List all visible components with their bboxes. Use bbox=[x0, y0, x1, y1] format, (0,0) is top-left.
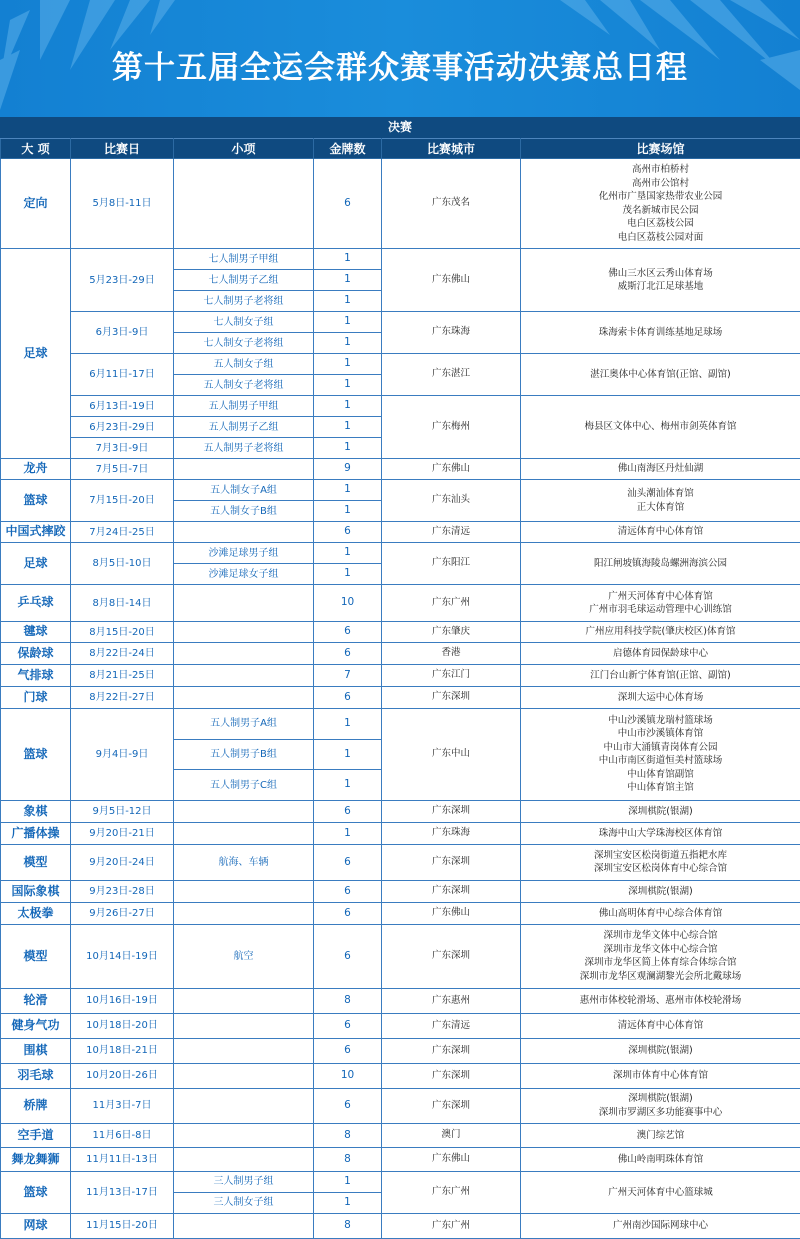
medal-cell: 8 bbox=[314, 1213, 382, 1238]
venue-cell bbox=[521, 1213, 800, 1238]
city-cell: 广东广州 bbox=[382, 1171, 521, 1213]
event-cell: 五人制男子A组 bbox=[174, 709, 314, 740]
venue-line: 威斯汀北江足球基地 bbox=[521, 280, 800, 294]
date-cell: 8月5日-10日 bbox=[71, 543, 174, 585]
venue-line: 深圳棋院(银湖) bbox=[521, 885, 800, 899]
venue-cell bbox=[521, 822, 800, 844]
medal-cell: 1 bbox=[314, 438, 382, 459]
medal-cell: 6 bbox=[314, 159, 382, 249]
date-cell: 9月23日-28日 bbox=[71, 880, 174, 902]
city-cell: 广东深圳 bbox=[382, 687, 521, 709]
date-cell: 8月8日-14日 bbox=[71, 585, 174, 622]
event-cell bbox=[174, 1213, 314, 1238]
event-cell bbox=[174, 687, 314, 709]
venue-line: 中山体育馆副馆 bbox=[521, 768, 800, 782]
venue-cell bbox=[521, 1147, 800, 1171]
medal-cell: 1 bbox=[314, 291, 382, 312]
medal-cell: 6 bbox=[314, 800, 382, 822]
event-cell: 五人制男子C组 bbox=[174, 770, 314, 801]
city-cell: 广东湛江 bbox=[382, 354, 521, 396]
city-cell: 广东珠海 bbox=[382, 822, 521, 844]
event-cell bbox=[174, 1088, 314, 1123]
medal-cell: 1 bbox=[314, 396, 382, 417]
sport-cell: 模型 bbox=[1, 844, 71, 880]
table-row bbox=[1, 687, 800, 709]
section-label: 决赛 bbox=[0, 117, 800, 138]
event-cell: 五人制男子B组 bbox=[174, 739, 314, 770]
table-row bbox=[1, 396, 800, 417]
sport-cell: 模型 bbox=[1, 924, 71, 988]
venue-line: 惠州市体校轮滑场、惠州市体校轮滑场 bbox=[521, 994, 800, 1008]
table-row bbox=[1, 665, 800, 687]
venue-line: 珠海索卡体育训练基地足球场 bbox=[521, 326, 800, 340]
table-row bbox=[1, 709, 800, 740]
city-cell: 广东深圳 bbox=[382, 1088, 521, 1123]
venue-cell bbox=[521, 709, 800, 801]
venue-line: 深圳市龙华区观澜湖黎光会所北戴球场 bbox=[521, 970, 800, 984]
medal-cell: 9 bbox=[314, 459, 382, 480]
date-cell: 11月6日-8日 bbox=[71, 1123, 174, 1147]
table-row bbox=[1, 543, 800, 564]
city-cell: 广东梅州 bbox=[382, 396, 521, 459]
medal-cell: 8 bbox=[314, 988, 382, 1013]
event-cell bbox=[174, 902, 314, 924]
date-cell: 10月20日-26日 bbox=[71, 1063, 174, 1088]
sport-cell: 太极拳 bbox=[1, 902, 71, 924]
date-cell: 11月15日-20日 bbox=[71, 1213, 174, 1238]
table-row bbox=[1, 354, 800, 375]
venue-cell bbox=[521, 312, 800, 354]
venue-line: 佛山高明体育中心综合体育馆 bbox=[521, 907, 800, 921]
table-row bbox=[1, 622, 800, 643]
sport-cell: 羽毛球 bbox=[1, 1063, 71, 1088]
date-cell: 5月23日-29日 bbox=[71, 249, 174, 312]
event-cell: 三人制女子组 bbox=[174, 1192, 314, 1213]
venue-cell bbox=[521, 543, 800, 585]
event-cell: 五人制女子组 bbox=[174, 354, 314, 375]
venue-line: 梅县区文体中心、梅州市剑英体育馆 bbox=[521, 420, 800, 434]
venue-line: 中山市沙溪镇体育馆 bbox=[521, 727, 800, 741]
date-cell: 7月5日-7日 bbox=[71, 459, 174, 480]
venue-cell bbox=[521, 844, 800, 880]
medal-cell: 10 bbox=[314, 585, 382, 622]
venue-cell bbox=[521, 902, 800, 924]
table-row bbox=[1, 1213, 800, 1238]
table-row bbox=[1, 1013, 800, 1038]
city-cell: 广东深圳 bbox=[382, 1038, 521, 1063]
city-cell: 广东佛山 bbox=[382, 459, 521, 480]
medal-cell: 1 bbox=[314, 501, 382, 522]
medal-cell: 1 bbox=[314, 564, 382, 585]
page-title: 第十五届全运会群众赛事活动决赛总日程 bbox=[0, 42, 800, 87]
venue-line: 正大体育馆 bbox=[521, 501, 800, 515]
venue-line: 清远体育中心体育馆 bbox=[521, 1019, 800, 1033]
date-cell: 10月16日-19日 bbox=[71, 988, 174, 1013]
venue-line: 电白区荔枝公园 bbox=[521, 217, 800, 231]
medal-cell: 1 bbox=[314, 270, 382, 291]
date-cell: 6月13日-19日 bbox=[71, 396, 174, 417]
sport-cell: 足球 bbox=[1, 543, 71, 585]
medal-cell: 1 bbox=[314, 354, 382, 375]
venue-cell bbox=[521, 1123, 800, 1147]
event-cell bbox=[174, 822, 314, 844]
date-cell: 6月3日-9日 bbox=[71, 312, 174, 354]
event-cell bbox=[174, 522, 314, 543]
table-row bbox=[1, 480, 800, 501]
city-cell: 广东汕头 bbox=[382, 480, 521, 522]
city-cell: 广东江门 bbox=[382, 665, 521, 687]
table-header-row bbox=[1, 139, 800, 159]
event-cell: 五人制男子老将组 bbox=[174, 438, 314, 459]
event-cell: 沙滩足球女子组 bbox=[174, 564, 314, 585]
table-row bbox=[1, 249, 800, 270]
city-cell: 广东惠州 bbox=[382, 988, 521, 1013]
date-cell: 9月26日-27日 bbox=[71, 902, 174, 924]
venue-line: 澳门综艺馆 bbox=[521, 1129, 800, 1143]
venue-line: 茂名新城市民公园 bbox=[521, 204, 800, 218]
city-cell: 广东珠海 bbox=[382, 312, 521, 354]
date-cell: 9月20日-21日 bbox=[71, 822, 174, 844]
venue-line: 中山沙溪镇龙瑞村篮球场 bbox=[521, 714, 800, 728]
venue-line: 佛山南海区丹灶仙湖 bbox=[521, 462, 800, 476]
medal-cell: 6 bbox=[314, 844, 382, 880]
venue-line: 深圳宝安区松岗体育中心综合馆 bbox=[521, 862, 800, 876]
table-row bbox=[1, 1123, 800, 1147]
table-row bbox=[1, 924, 800, 988]
medal-cell: 1 bbox=[314, 375, 382, 396]
city-cell: 广东深圳 bbox=[382, 1063, 521, 1088]
venue-line: 深圳市罗湖区多功能赛事中心 bbox=[521, 1106, 800, 1120]
city-cell: 广东茂名 bbox=[382, 159, 521, 249]
date-cell: 7月15日-20日 bbox=[71, 480, 174, 522]
event-cell: 七人制男子乙组 bbox=[174, 270, 314, 291]
sport-cell: 门球 bbox=[1, 687, 71, 709]
sport-cell: 保龄球 bbox=[1, 643, 71, 665]
city-cell: 广东中山 bbox=[382, 709, 521, 801]
event-cell: 五人制女子B组 bbox=[174, 501, 314, 522]
event-cell bbox=[174, 800, 314, 822]
date-cell: 9月5日-12日 bbox=[71, 800, 174, 822]
city-cell: 广东深圳 bbox=[382, 880, 521, 902]
medal-cell: 6 bbox=[314, 522, 382, 543]
venue-line: 深圳棋院(银湖) bbox=[521, 805, 800, 819]
date-cell: 11月13日-17日 bbox=[71, 1171, 174, 1213]
venue-cell bbox=[521, 1063, 800, 1088]
event-cell bbox=[174, 1063, 314, 1088]
table-row bbox=[1, 312, 800, 333]
table-row bbox=[1, 1038, 800, 1063]
venue-cell bbox=[521, 643, 800, 665]
medal-cell: 7 bbox=[314, 665, 382, 687]
event-cell: 沙滩足球男子组 bbox=[174, 543, 314, 564]
date-cell: 8月22日-27日 bbox=[71, 687, 174, 709]
medal-cell: 1 bbox=[314, 312, 382, 333]
event-cell bbox=[174, 1123, 314, 1147]
sport-cell: 篮球 bbox=[1, 1171, 71, 1213]
event-cell: 三人制男子组 bbox=[174, 1171, 314, 1192]
sport-cell: 足球 bbox=[1, 249, 71, 459]
city-cell: 香港 bbox=[382, 643, 521, 665]
medal-cell: 6 bbox=[314, 687, 382, 709]
event-cell bbox=[174, 1038, 314, 1063]
venue-line: 高州市柏桥村 bbox=[521, 163, 800, 177]
medal-cell: 10 bbox=[314, 1063, 382, 1088]
event-cell bbox=[174, 1147, 314, 1171]
medal-cell: 6 bbox=[314, 643, 382, 665]
venue-line: 中山市南区街道恒美村篮球场 bbox=[521, 754, 800, 768]
venue-line: 湛江奥体中心体育馆(正馆、副馆) bbox=[521, 368, 800, 382]
event-cell: 七人制男子甲组 bbox=[174, 249, 314, 270]
medal-cell: 1 bbox=[314, 770, 382, 801]
date-cell: 10月18日-20日 bbox=[71, 1013, 174, 1038]
sport-cell: 国际象棋 bbox=[1, 880, 71, 902]
table-row bbox=[1, 643, 800, 665]
sport-cell: 篮球 bbox=[1, 709, 71, 801]
medal-cell: 6 bbox=[314, 1013, 382, 1038]
header-banner bbox=[0, 0, 800, 117]
venue-line: 深圳大运中心体育场 bbox=[521, 691, 800, 705]
medal-cell: 1 bbox=[314, 417, 382, 438]
table-row bbox=[1, 822, 800, 844]
sport-cell: 健身气功 bbox=[1, 1013, 71, 1038]
event-cell: 七人制女子组 bbox=[174, 312, 314, 333]
venue-line: 江门台山新宁体育馆(正馆、副馆) bbox=[521, 669, 800, 683]
venue-line: 广州天河体育中心体育馆 bbox=[521, 590, 800, 604]
venue-cell bbox=[521, 354, 800, 396]
venue-cell bbox=[521, 880, 800, 902]
venue-line: 深圳市龙华文体中心综合馆 bbox=[521, 943, 800, 957]
venue-cell bbox=[521, 396, 800, 459]
venue-cell bbox=[521, 1038, 800, 1063]
sport-cell: 舞龙舞狮 bbox=[1, 1147, 71, 1171]
header-event: 小项 bbox=[174, 139, 314, 159]
header-venue: 比赛场馆 bbox=[521, 139, 800, 159]
event-cell: 七人制男子老将组 bbox=[174, 291, 314, 312]
date-cell: 9月4日-9日 bbox=[71, 709, 174, 801]
city-cell: 广东佛山 bbox=[382, 249, 521, 312]
date-cell: 7月24日-25日 bbox=[71, 522, 174, 543]
sport-cell: 龙舟 bbox=[1, 459, 71, 480]
venue-cell bbox=[521, 924, 800, 988]
event-cell: 五人制男子乙组 bbox=[174, 417, 314, 438]
city-cell: 广东佛山 bbox=[382, 902, 521, 924]
medal-cell: 1 bbox=[314, 249, 382, 270]
venue-line: 珠海中山大学珠海校区体育馆 bbox=[521, 827, 800, 841]
sport-cell: 篮球 bbox=[1, 480, 71, 522]
venue-cell bbox=[521, 480, 800, 522]
venue-line: 深圳市龙华文体中心综合馆 bbox=[521, 929, 800, 943]
medal-cell: 1 bbox=[314, 480, 382, 501]
venue-line: 佛山三水区云秀山体育场 bbox=[521, 267, 800, 281]
venue-line: 深圳棋院(银湖) bbox=[521, 1044, 800, 1058]
city-cell: 广东广州 bbox=[382, 1213, 521, 1238]
medal-cell: 6 bbox=[314, 622, 382, 643]
event-cell bbox=[174, 585, 314, 622]
date-cell: 10月18日-21日 bbox=[71, 1038, 174, 1063]
sport-cell: 空手道 bbox=[1, 1123, 71, 1147]
event-cell: 五人制男子甲组 bbox=[174, 396, 314, 417]
venue-cell bbox=[521, 1013, 800, 1038]
event-cell bbox=[174, 643, 314, 665]
city-cell: 广东佛山 bbox=[382, 1147, 521, 1171]
city-cell: 广东肇庆 bbox=[382, 622, 521, 643]
city-cell: 广东深圳 bbox=[382, 924, 521, 988]
venue-line: 阳江闸坡镇海陵岛螺洲海滨公园 bbox=[521, 557, 800, 571]
venue-line: 高州市公馆村 bbox=[521, 177, 800, 191]
city-cell: 澳门 bbox=[382, 1123, 521, 1147]
venue-cell bbox=[521, 585, 800, 622]
venue-cell bbox=[521, 1088, 800, 1123]
venue-line: 深圳市龙华区简上体育综合体综合馆 bbox=[521, 956, 800, 970]
venue-cell bbox=[521, 522, 800, 543]
table-row bbox=[1, 800, 800, 822]
table-row bbox=[1, 1063, 800, 1088]
date-cell: 6月23日-29日 bbox=[71, 417, 174, 438]
sport-cell: 网球 bbox=[1, 1213, 71, 1238]
venue-line: 中山体育馆主馆 bbox=[521, 781, 800, 795]
table-row bbox=[1, 522, 800, 543]
event-cell bbox=[174, 459, 314, 480]
header-city: 比赛城市 bbox=[382, 139, 521, 159]
venue-line: 清远体育中心体育馆 bbox=[521, 525, 800, 539]
schedule-table bbox=[0, 138, 800, 1239]
date-cell: 11月3日-7日 bbox=[71, 1088, 174, 1123]
medal-cell: 6 bbox=[314, 880, 382, 902]
table-row bbox=[1, 988, 800, 1013]
venue-line: 广州应用科技学院(肇庆校区)体育馆 bbox=[521, 625, 800, 639]
medal-cell: 6 bbox=[314, 1088, 382, 1123]
table-row bbox=[1, 844, 800, 880]
venue-cell bbox=[521, 800, 800, 822]
medal-cell: 1 bbox=[314, 822, 382, 844]
venue-line: 汕头潮汕体育馆 bbox=[521, 487, 800, 501]
event-cell bbox=[174, 880, 314, 902]
sport-cell: 桥牌 bbox=[1, 1088, 71, 1123]
date-cell: 11月11日-13日 bbox=[71, 1147, 174, 1171]
sport-cell: 乒乓球 bbox=[1, 585, 71, 622]
date-cell: 9月20日-24日 bbox=[71, 844, 174, 880]
medal-cell: 6 bbox=[314, 1038, 382, 1063]
date-cell: 8月15日-20日 bbox=[71, 622, 174, 643]
table-row bbox=[1, 1147, 800, 1171]
city-cell: 广东广州 bbox=[382, 585, 521, 622]
medal-cell: 1 bbox=[314, 709, 382, 740]
city-cell: 广东深圳 bbox=[382, 844, 521, 880]
venue-cell bbox=[521, 249, 800, 312]
venue-line: 广州天河体育中心篮球城 bbox=[521, 1186, 800, 1200]
table-row bbox=[1, 1088, 800, 1123]
table-row bbox=[1, 585, 800, 622]
medal-cell: 1 bbox=[314, 1192, 382, 1213]
city-cell: 广东阳江 bbox=[382, 543, 521, 585]
venue-line: 中山市大涌镇青岗体育公园 bbox=[521, 741, 800, 755]
header-date: 比赛日 bbox=[71, 139, 174, 159]
event-cell bbox=[174, 665, 314, 687]
medal-cell: 6 bbox=[314, 924, 382, 988]
venue-cell bbox=[521, 1171, 800, 1213]
date-cell: 6月11日-17日 bbox=[71, 354, 174, 396]
event-cell: 五人制女子A组 bbox=[174, 480, 314, 501]
event-cell: 航海、车辆 bbox=[174, 844, 314, 880]
header-medals: 金牌数 bbox=[314, 139, 382, 159]
venue-cell bbox=[521, 622, 800, 643]
event-cell: 七人制女子老将组 bbox=[174, 333, 314, 354]
venue-line: 深圳宝安区松岗街道五指耙水库 bbox=[521, 849, 800, 863]
table-row bbox=[1, 880, 800, 902]
venue-line: 化州市广垦国家热带农业公园 bbox=[521, 190, 800, 204]
medal-cell: 6 bbox=[314, 902, 382, 924]
event-cell: 航空 bbox=[174, 924, 314, 988]
venue-cell bbox=[521, 687, 800, 709]
medal-cell: 1 bbox=[314, 333, 382, 354]
date-cell: 8月22日-24日 bbox=[71, 643, 174, 665]
venue-cell bbox=[521, 988, 800, 1013]
city-cell: 广东清远 bbox=[382, 522, 521, 543]
sport-cell: 广播体操 bbox=[1, 822, 71, 844]
medal-cell: 1 bbox=[314, 1171, 382, 1192]
sport-cell: 定向 bbox=[1, 159, 71, 249]
date-cell: 8月21日-25日 bbox=[71, 665, 174, 687]
venue-line: 深圳棋院(银湖) bbox=[521, 1092, 800, 1106]
venue-cell bbox=[521, 665, 800, 687]
venue-cell bbox=[521, 459, 800, 480]
venue-line: 佛山岭南明珠体育馆 bbox=[521, 1153, 800, 1167]
medal-cell: 8 bbox=[314, 1147, 382, 1171]
medal-cell: 1 bbox=[314, 739, 382, 770]
venue-line: 深圳市体育中心体育馆 bbox=[521, 1069, 800, 1083]
event-cell bbox=[174, 1013, 314, 1038]
event-cell bbox=[174, 988, 314, 1013]
table-row bbox=[1, 159, 800, 249]
sport-cell: 围棋 bbox=[1, 1038, 71, 1063]
city-cell: 广东清远 bbox=[382, 1013, 521, 1038]
venue-line: 广州南沙国际网球中心 bbox=[521, 1219, 800, 1233]
venue-line: 电白区荔枝公园对面 bbox=[521, 231, 800, 245]
city-cell: 广东深圳 bbox=[382, 800, 521, 822]
sport-cell: 气排球 bbox=[1, 665, 71, 687]
header-sport: 大 项 bbox=[1, 139, 71, 159]
sport-cell: 象棋 bbox=[1, 800, 71, 822]
medal-cell: 8 bbox=[314, 1123, 382, 1147]
sport-cell: 毽球 bbox=[1, 622, 71, 643]
date-cell: 7月3日-9日 bbox=[71, 438, 174, 459]
date-cell: 5月8日-11日 bbox=[71, 159, 174, 249]
event-cell bbox=[174, 159, 314, 249]
venue-line: 启德体育园保龄球中心 bbox=[521, 647, 800, 661]
table-row bbox=[1, 459, 800, 480]
table-row bbox=[1, 902, 800, 924]
sport-cell: 轮滑 bbox=[1, 988, 71, 1013]
event-cell: 五人制女子老将组 bbox=[174, 375, 314, 396]
venue-cell bbox=[521, 159, 800, 249]
date-cell: 10月14日-19日 bbox=[71, 924, 174, 988]
event-cell bbox=[174, 622, 314, 643]
table-row bbox=[1, 1171, 800, 1192]
sport-cell: 中国式摔跤 bbox=[1, 522, 71, 543]
venue-line: 广州市羽毛球运动管理中心训练馆 bbox=[521, 603, 800, 617]
medal-cell: 1 bbox=[314, 543, 382, 564]
